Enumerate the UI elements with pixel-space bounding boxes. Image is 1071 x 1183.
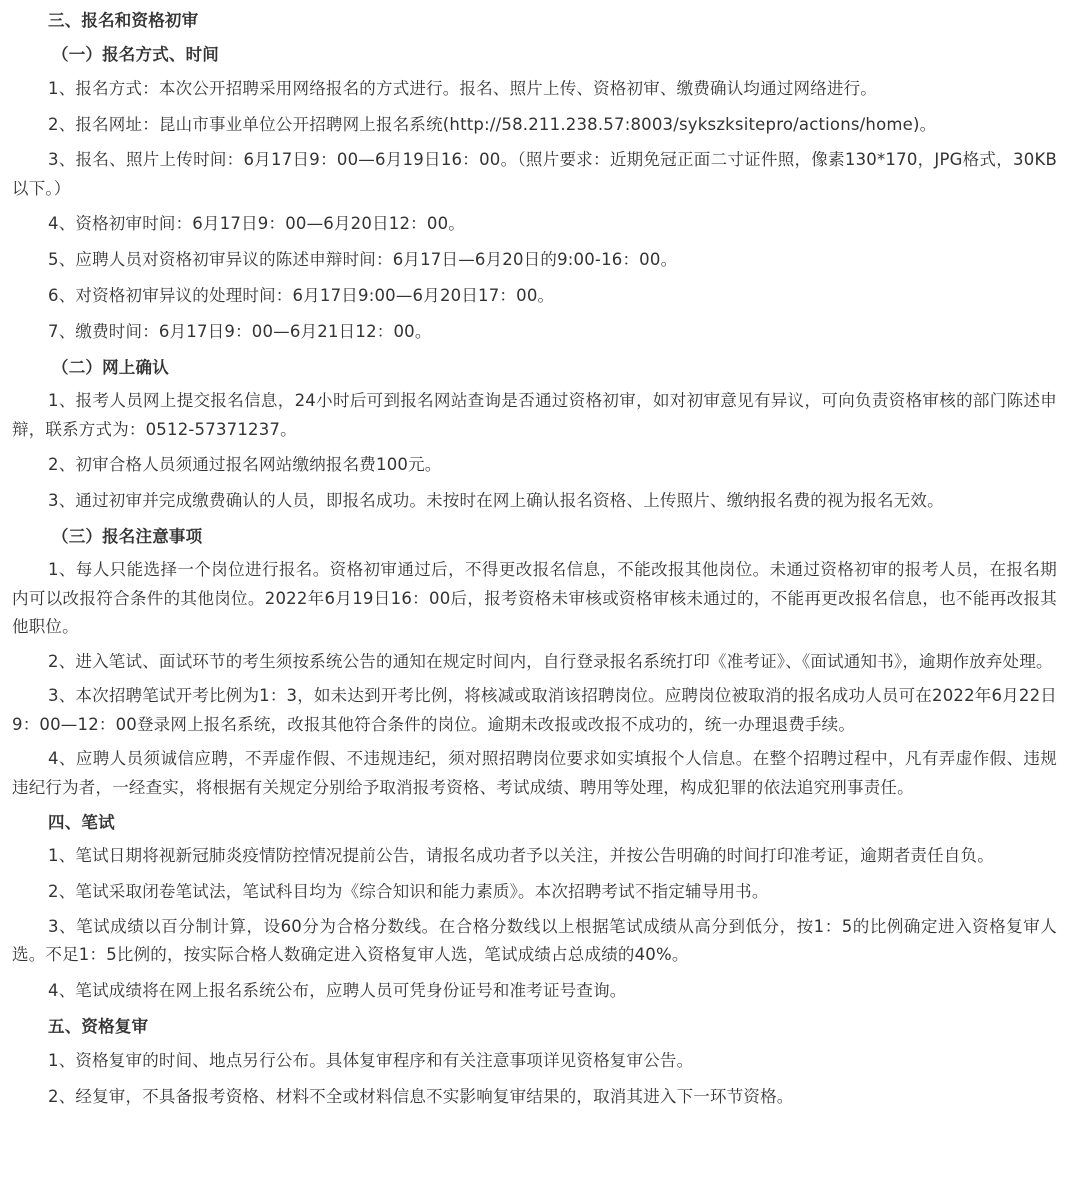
paragraph: 1、报名方式：本次公开招聘采用网络报名的方式进行。报名、照片上传、资格初审、缴费确认均通过网络进行。 [48,79,877,98]
paragraph: 2、报名网址：昆山市事业单位公开招聘网上报名系统(http://58.211.238.57:8003/sykszksitepro/actions/home)。 [48,115,937,134]
section-3-heading: 三、报名和资格初审 [48,11,199,30]
subsection-3-1-heading: （一）报名方式、时间 [52,45,219,64]
paragraph: 4、应聘人员须诚信应聘，不弄虚作假、不违规违纪，须对照招聘岗位要求如实填报个人信息。在整个招聘过程中，凡有弄虚作假、违规违纪行为者，一经查实，将根据有关规定分别给予取消报考资格、考试成绩、聘用等处理，构成犯罪的依法追究刑事责任。 [12,749,1057,797]
paragraph: 7、缴费时间：6月17日9：00—6月21日12：00。 [48,322,432,341]
paragraph: 1、资格复审的时间、地点另行公布。具体复审程序和有关注意事项详见资格复审公告。 [48,1050,694,1070]
paragraph: 3、报名、照片上传时间：6月17日9：00—6月19日16：00。（照片要求：近期免冠正面二寸证件照，像素130*170，JPG格式，30KB以下。） [12,150,1057,198]
paragraph: 2、进入笔试、面试环节的考生须按系统公告的通知在规定时间内，自行登录报名系统打印《准考证》、《面试通知书》，逾期作放弃处理。 [48,651,1053,671]
paragraph: 6、对资格初审异议的处理时间：6月17日9:00—6月20日17：00。 [48,286,555,305]
paragraph: 1、每人只能选择一个岗位进行报名。资格初审通过后，不得更改报名信息，不能改报其他岗位。未通过资格初审的报考人员，在报名期内可以改报符合条件的其他岗位。2022年6月19日16：00后，报考资格未审核或资格审核未通过的，不能再更改报名信息，也不能再改报其他职位。 [12,560,1057,636]
paragraph: 3、笔试成绩以百分制计算，设60分为合格分数线。在合格分数线以上根据笔试成绩从高分到低分，按1：5的比例确定进入资格复审人选。不足1：5比例的，按实际合格人数确定进入资格复审人选，笔试成绩占总成绩的40%。 [12,916,1057,964]
paragraph: 4、笔试成绩将在网上报名系统公布，应聘人员可凭身份证号和准考证号查询。 [48,980,627,1000]
paragraph: 3、本次招聘笔试开考比例为1：3，如未达到开考比例，将核减或取消该招聘岗位。应聘岗位被取消的报名成功人员可在2022年6月22日9：00—12：00登录网上报名系统，改报其他符合条件的岗位。逾期未改报或改报不成功的，统一办理退费手续。 [12,686,1057,734]
subsection-3-3-heading: （三）报名注意事项 [52,527,203,546]
paragraph: 1、笔试日期将视新冠肺炎疫情防控情况提前公告，请报名成功者予以关注，并按公告明确的时间打印准考证，逾期者责任自负。 [48,846,994,865]
paragraph: 3、通过初审并完成缴费确认的人员，即报名成功。未按时在网上确认报名资格、上传照片、缴纳报名费的视为报名无效。 [48,491,944,510]
section-5-heading: 五、资格复审 [48,1016,149,1036]
paragraph: 2、经复审，不具备报考资格、材料不全或材料信息不实影响复审结果的，取消其进入下一环节资格。 [48,1086,794,1106]
subsection-3-2-heading: （二）网上确认 [52,358,169,377]
paragraph: 2、笔试采取闭卷笔试法，笔试科目均为《综合知识和能力素质》。本次招聘考试不指定辅导用书。 [48,881,769,901]
paragraph: 2、初审合格人员须通过报名网站缴纳报名费100元。 [48,455,442,474]
paragraph: 1、报考人员网上提交报名信息，24小时后可到报名网站查询是否通过资格初审，如对初审意见有异议，可向负责资格审核的部门陈述申辩，联系方式为：0512-57371237。 [12,391,1057,439]
paragraph: 4、资格初审时间：6月17日9：00—6月20日12：00。 [48,214,465,233]
paragraph: 5、应聘人员对资格初审异议的陈述申辩时间：6月17日—6月20日的9:00-16：00。 [48,250,678,269]
section-4-heading: 四、笔试 [48,813,115,832]
